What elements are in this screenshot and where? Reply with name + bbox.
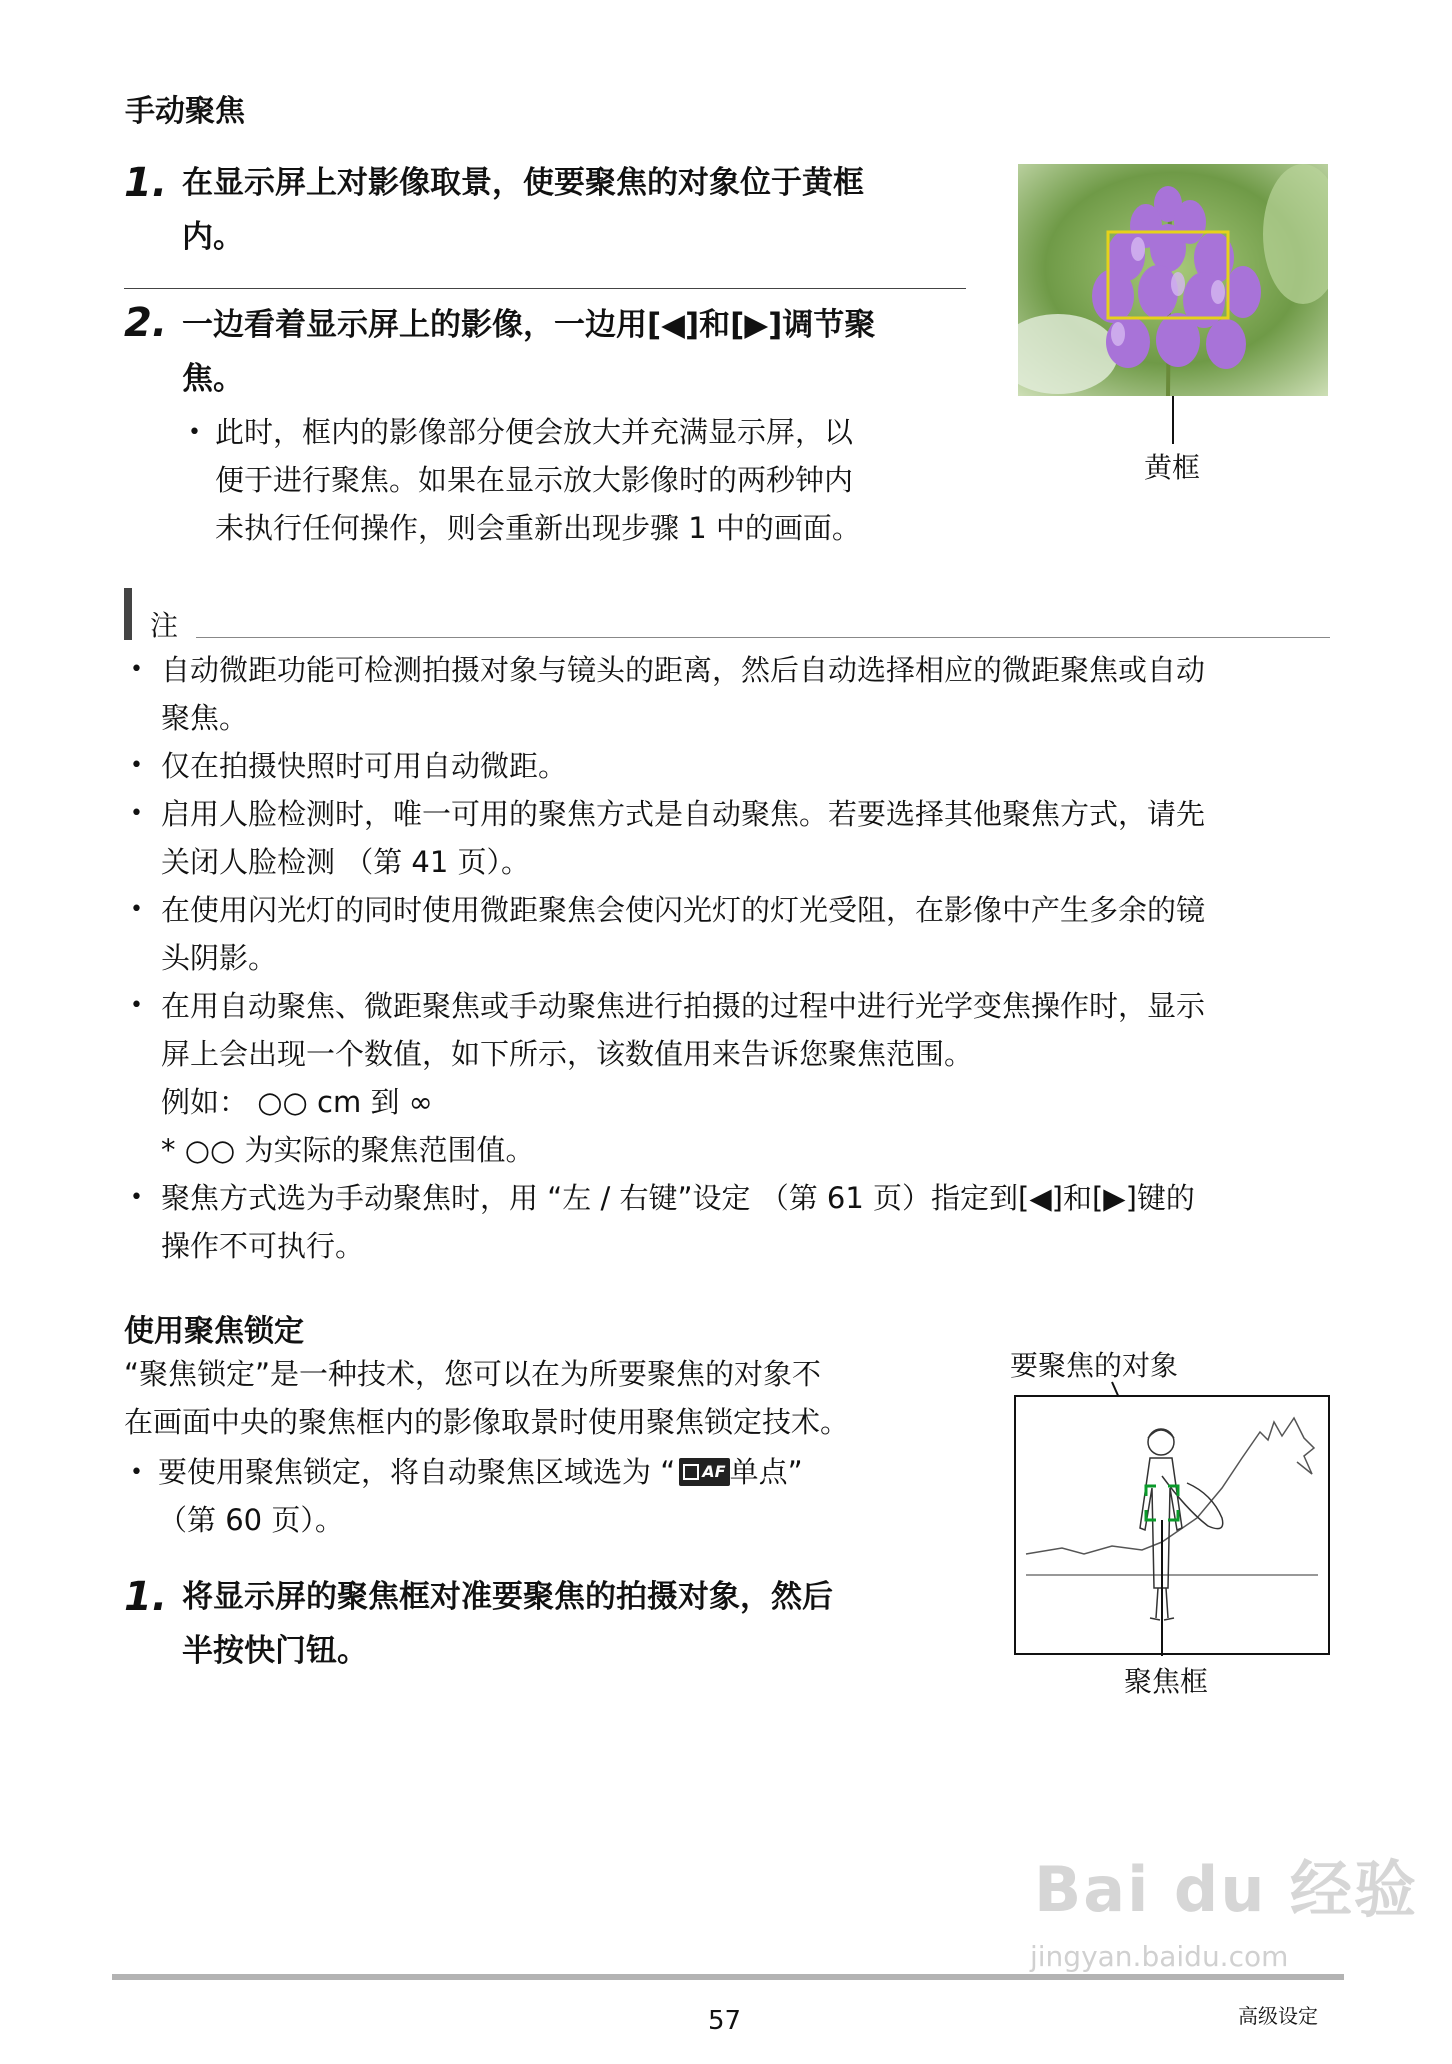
note-rule: [196, 637, 1330, 638]
asterisk-note: * ○○ 为实际的聚焦范围值。: [161, 1133, 535, 1167]
note-item: [124, 886, 1334, 982]
text-line: 仅在拍摄快照时可用自动微距。: [161, 749, 568, 783]
paragraph: [124, 1350, 849, 1446]
text-line: 在用自动聚焦、微距聚焦或手动聚焦进行拍摄的过程中进行光学变焦操作时，显示: [161, 989, 1206, 1023]
text-line: 在使用闪光灯的同时使用微距聚焦会使闪光灯的灯光受阻，在影像中产生多余的镜: [161, 893, 1206, 927]
text-line: [158, 1448, 803, 1496]
focus-lock-illustration: [1012, 1378, 1332, 1656]
label-subject: 要聚焦的对象: [1010, 1349, 1179, 1382]
text-line: 操作不可执行。: [161, 1229, 365, 1263]
section-label: 高级设定: [1238, 2004, 1318, 2028]
flower-photo: [1018, 164, 1328, 396]
note-marker: [124, 588, 132, 640]
bullet-dot: •: [188, 420, 201, 445]
step-text: [182, 298, 875, 406]
bullet-text: [215, 408, 861, 552]
section-heading: 使用聚焦锁定: [124, 1314, 304, 1349]
text-line: 聚焦。: [161, 701, 249, 735]
step-line: 半按快门钮。: [182, 1633, 368, 1669]
note-item: [124, 646, 1334, 742]
spot-square-icon: [683, 1464, 699, 1480]
note-item: [124, 1174, 1334, 1270]
text-line: （第 60 页）。: [158, 1503, 344, 1537]
text-fragment: 要使用聚焦锁定，将自动聚焦区域选为 “: [158, 1455, 676, 1489]
text-line: 关闭人脸检测 （第 41 页）。: [161, 845, 531, 879]
af-icon-text: AF: [702, 1462, 726, 1481]
step-line: 将显示屏的聚焦框对准要聚焦的拍摄对象，然后: [182, 1579, 833, 1615]
figure-caption: 黄框: [1144, 451, 1201, 484]
bullet-dot: •: [130, 657, 143, 682]
text-line: “聚焦锁定”是一种技术，您可以在为所要聚焦的对象不: [124, 1357, 822, 1391]
text-line: 头阴影。: [161, 941, 278, 975]
text-line: 屏上会出现一个数值，如下所示，该数值用来告诉您聚焦范围。: [161, 1037, 974, 1071]
step-line: 在显示屏上对影像取景，使要聚焦的对象位于黄框: [182, 165, 864, 201]
example-line: 例如： ○○ cm 到 ∞: [161, 1085, 433, 1119]
bullet-dot: •: [130, 993, 143, 1018]
text-line: 未执行任何操作，则会重新出现步骤 1 中的画面。: [215, 511, 861, 545]
step-text: [182, 156, 864, 264]
bullet-dot: •: [130, 1185, 143, 1210]
text-line: 便于进行聚焦。如果在显示放大影像时的两秒钟内: [215, 463, 854, 497]
bullet-dot: •: [130, 753, 143, 778]
watermark-url: jingyan.baidu.com: [1030, 1940, 1289, 1973]
step-line: 焦。: [182, 361, 244, 397]
step-line: 内。: [182, 219, 244, 255]
step-text: [182, 1570, 833, 1678]
divider: [124, 288, 966, 289]
note-list: [124, 646, 1334, 1270]
bullet-dot: •: [130, 897, 143, 922]
step-number: 2.: [124, 300, 168, 346]
text-line: 在画面中央的聚焦框内的影像取景时使用聚焦锁定技术。: [124, 1405, 850, 1439]
label-frame: 聚焦框: [1124, 1665, 1209, 1698]
bullet-dot: •: [130, 801, 143, 826]
note-item: [124, 742, 1334, 790]
section-heading: 手动聚焦: [125, 94, 245, 129]
bullet-text: [158, 1448, 803, 1544]
note-label: 注: [150, 609, 179, 642]
callout-line: [1172, 396, 1174, 444]
footer-rule: [112, 1974, 1344, 1980]
note-item: [124, 982, 1334, 1174]
note-item: [124, 790, 1334, 886]
bullet-dot: •: [130, 1460, 143, 1485]
page-number: 57: [708, 2006, 742, 2036]
text-line: 自动微距功能可检测拍摄对象与镜头的距离，然后自动选择相应的微距聚焦或自动: [161, 653, 1206, 687]
text-line: 启用人脸检测时，唯一可用的聚焦方式是自动聚焦。若要选择其他聚焦方式，请先: [161, 797, 1206, 831]
step-line: 一边看着显示屏上的影像，一边用[◀]和[▶]调节聚: [182, 307, 876, 343]
watermark-logo: Bai du 经验: [1034, 1853, 1419, 1926]
step-number: 1.: [124, 1574, 168, 1620]
text-fragment: 单点”: [729, 1455, 803, 1489]
step-number: 1.: [124, 160, 168, 206]
text-line: 此时，框内的影像部分便会放大并充满显示屏，以: [215, 415, 854, 449]
text-line: 聚焦方式选为手动聚焦时，用 “左 / 右键”设定 （第 61 页）指定到[◀]和[▶]键的: [161, 1181, 1195, 1215]
af-spot-icon: [679, 1458, 729, 1486]
